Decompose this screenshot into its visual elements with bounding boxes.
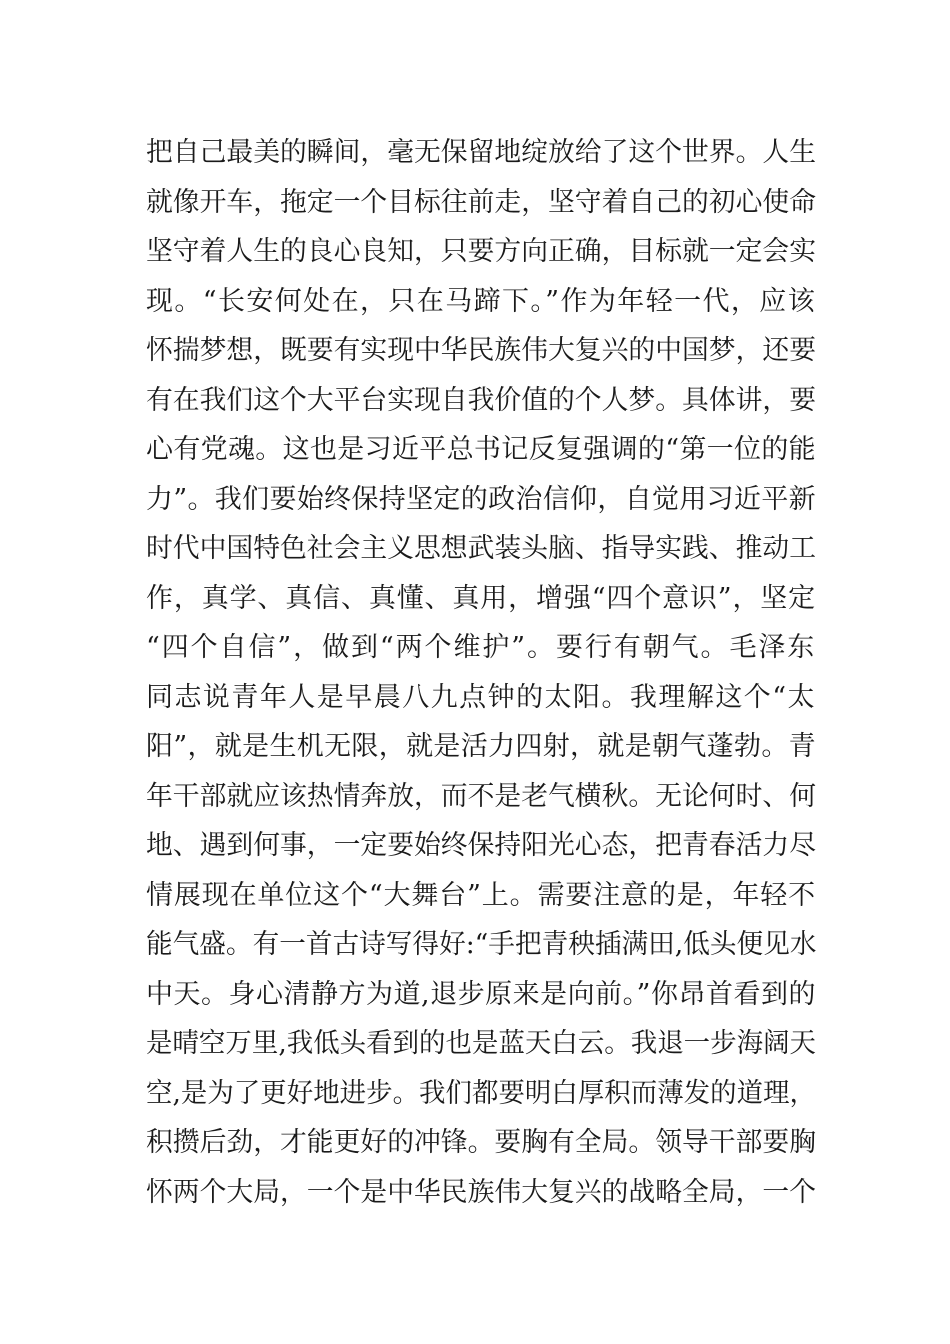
text-line: 有在我们这个大平台实现自我价值的个人梦。具体讲，要 <box>146 384 816 416</box>
text-line: 能气盛。有一首古诗写得好:“手把青秧插满田,低头便见水 <box>146 929 817 960</box>
text-line: 怀揣梦想，既要有实现中华民族伟大复兴的中国梦，还要 <box>146 335 816 366</box>
text-line: 积攒后劲，才能更好的冲锋。要胸有全局。领导干部要胸 <box>146 1127 816 1158</box>
text-line: 坚守着人生的良心良知，只要方向正确，目标就一定会实 <box>146 236 816 267</box>
text-line: 心有党魂。这也是习近平总书记反复强调的“第一位的能 <box>146 434 816 465</box>
text-line: 作，真学、真信、真懂、真用，增强“四个意识”，坚定 <box>146 582 816 614</box>
text-line: 同志说青年人是早晨八九点钟的太阳。我理解这个“太 <box>146 681 816 713</box>
text-line: 力”。我们要始终保持坚定的政治信仰，自觉用习近平新 <box>146 483 816 515</box>
text-line: “四个自信”，做到“两个维护”。要行有朝气。毛泽东 <box>146 632 817 663</box>
text-line: 阳”，就是生机无限，就是活力四射，就是朝气蓬勃。青 <box>146 731 816 762</box>
text-line: 中天。身心清静方为道,退步原来是向前。”你昂首看到的 <box>146 978 816 1010</box>
text-line: 时代中国特色社会主义思想武装头脑、指导实践、推动工 <box>146 533 816 564</box>
body-paragraph <box>146 128 816 1217</box>
text-line: 地、遇到何事，一定要始终保持阳光心态，把青春活力尽 <box>146 830 816 861</box>
text-line: 是晴空万里,我低头看到的也是蓝天白云。我退一步海阔天 <box>146 1028 816 1059</box>
text-line: 现。“长安何处在，只在马蹄下。”作为年轻一代，应该 <box>146 285 817 317</box>
text-line: 年干部就应该热情奔放，而不是老气横秋。无论何时、何 <box>146 780 816 812</box>
text-line: 空,是为了更好地进步。我们都要明白厚积而薄发的道理， <box>146 1077 816 1109</box>
text-line: 就像开车，拖定一个目标往前走，坚守着自己的初心使命 <box>146 186 816 218</box>
text-line: 情展现在单位这个“大舞台”上。需要注意的是，年轻不 <box>146 879 816 911</box>
text-line: 把自己最美的瞬间，毫无保留地绽放给了这个世界。人生 <box>146 137 816 168</box>
text-line: 怀两个大局，一个是中华民族伟大复兴的战略全局，一个 <box>146 1176 816 1208</box>
